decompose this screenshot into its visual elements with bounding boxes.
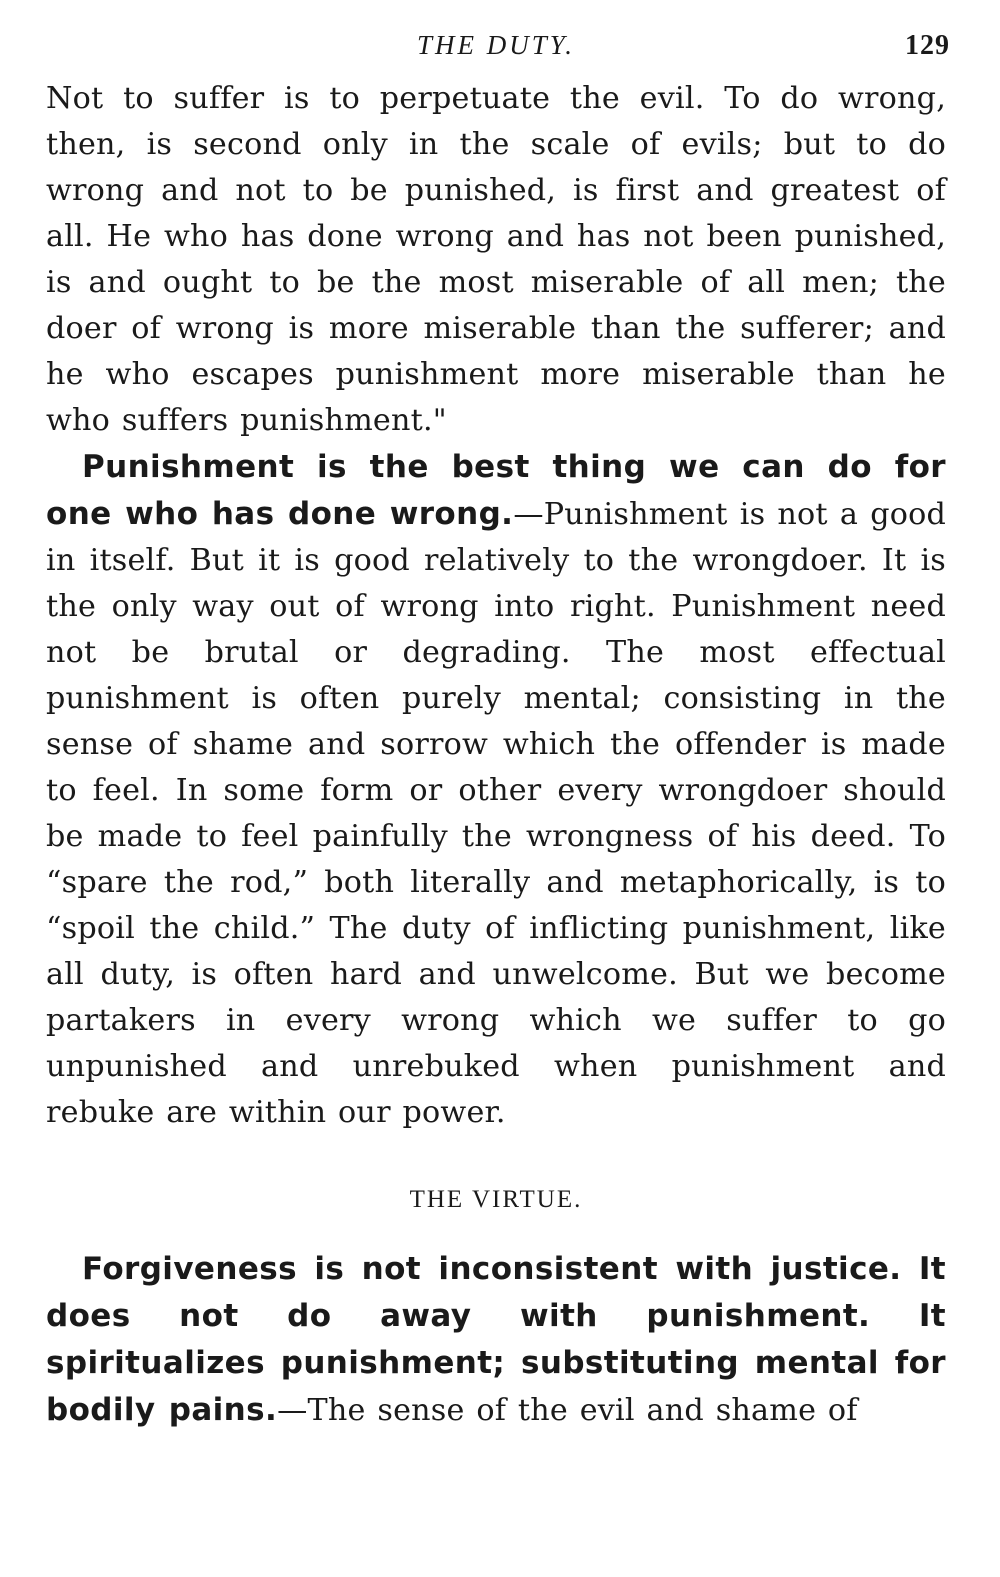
chapter-title: THE DUTY. (416, 30, 576, 60)
paragraph-quote-continuation (46, 76, 946, 444)
paragraph-text: —The sense of the evil and shame of (277, 1393, 858, 1428)
section-heading: THE VIRTUE. (409, 1186, 583, 1213)
paragraph-lead: Forgiveness is not inconsistent with justice. It does not do away with punishment. It spiritualizes punishment; substituting mental for bodily pains. (46, 1251, 946, 1428)
paragraph-lead: Punishment is the best thing we can do for one who has done wrong. (46, 449, 946, 532)
paragraph-punishment (46, 444, 946, 1136)
page-number: 129 (905, 30, 950, 61)
paragraph-forgiveness (46, 1246, 946, 1434)
book-page (46, 20, 950, 1434)
paragraph-text: Not to suffer is to perpetuate the evil. To do wrong, then, is second only in the scale of evils; but to do wrong and not to be punished, is first and greatest of all. He who has done wrong and has not been punished, is and ought to be the most miserable of all men; the doer of wrong is more miserable than the sufferer; and he who escapes punishment more miserable than he who suffers punishment." (46, 81, 946, 438)
paragraph-text: —Punishment is not a good in itself. But it is good relatively to the wrongdoer. It is the only way out of wrong into right. Punishment need not be brutal or degrading. The most effectual punishment is often purely mental; consisting in the sense of shame and sorrow which the offender is made to feel. In some form or other every wrongdoer should be made to feel painfully the wrongness of his deed. To “spare the rod,” both literally and metaphorically, is to “spoil the child.” The duty of inflicting punishment, like all duty, is often hard and unwelcome. But we become partakers in every wrong which we suffer to go unpunished and unrebuked when punishment and rebuke are within our power. (46, 497, 946, 1130)
running-header (46, 20, 950, 76)
